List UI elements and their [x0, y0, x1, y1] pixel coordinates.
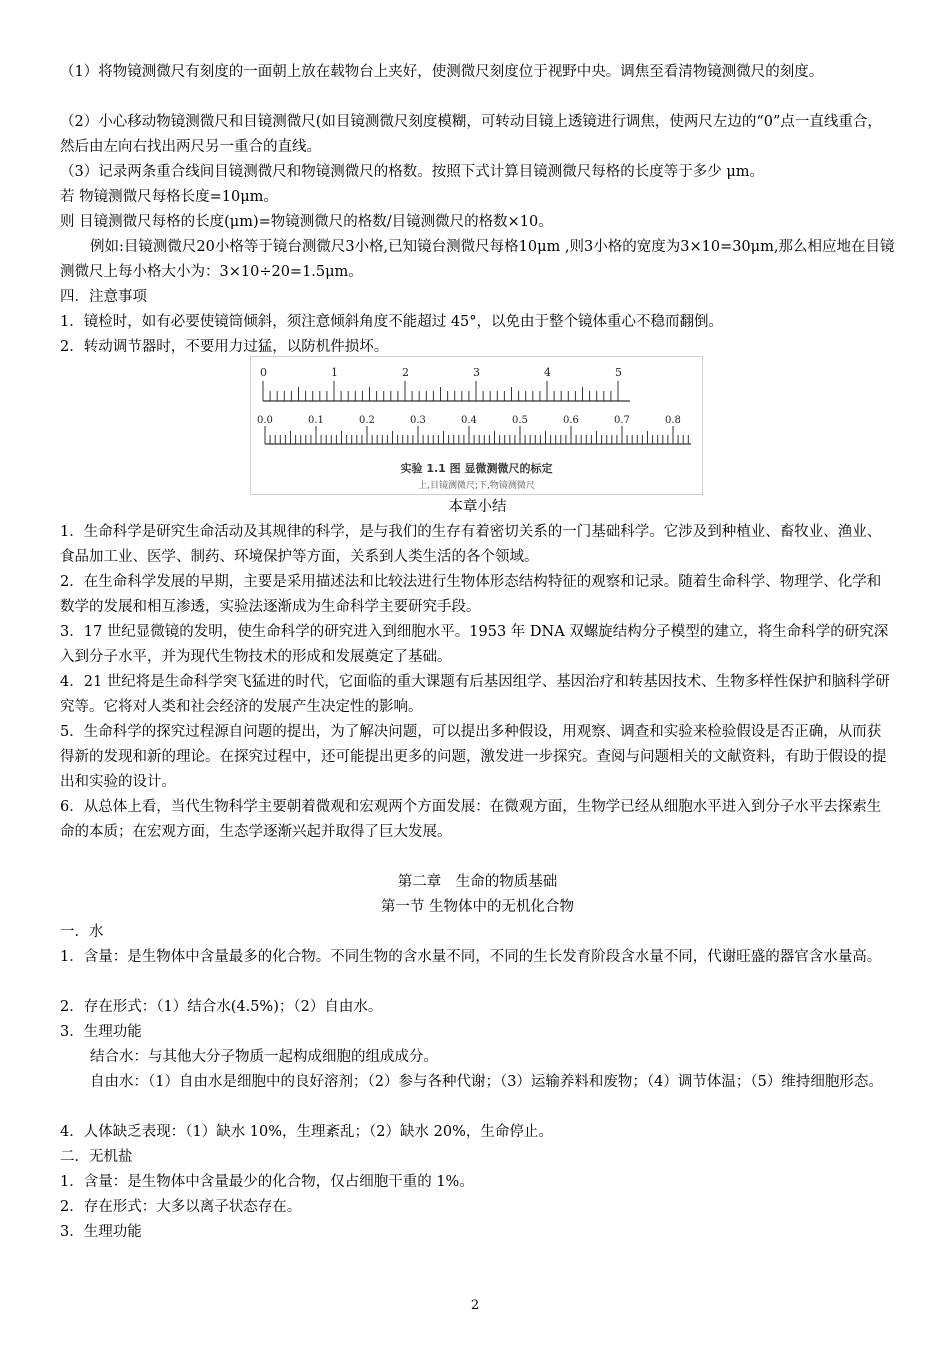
- micrometer-figure: [250, 356, 703, 495]
- bottom-scale-label: 0.8: [665, 415, 681, 426]
- chapter-title: 第二章 生命的物质基础: [397, 874, 558, 890]
- section-title: 第一节 生物体中的无机化合物: [380, 899, 575, 915]
- water-functions-heading: 3．生理功能: [60, 1024, 142, 1040]
- water-forms: 2．存在形式：（1）结合水(4.5%)；（2）自由水。: [60, 999, 383, 1015]
- water-deficiency: 4．人体缺乏表现：（1）缺水 10%，生理紊乱；（2）缺水 20%，生命停止。: [60, 1124, 553, 1140]
- bottom-scale-label: 0.3: [410, 415, 426, 426]
- salt-functions-heading: 3．生理功能: [60, 1224, 142, 1240]
- summary-item-1: 1．生命科学是研究生命活动及其规律的科学，是与我们的生存有着密切关系的一门基础科学。它涉及到种植业、畜牧业、渔业、食品加工业、医学、制药、环境保护等方面，关系到人类生活的各个领域。: [60, 524, 882, 565]
- top-scale-label: 1: [331, 366, 338, 379]
- top-scale-label: 0: [260, 366, 267, 379]
- salt-heading: 二．无机盐: [60, 1149, 133, 1165]
- given-paragraph: 若 物镜测微尺每格长度=10μm。: [60, 189, 278, 205]
- summary-item-2: 2．在生命科学发展的早期，主要是采用描述法和比较法进行生物体形态结构特征的观察和记录。随着生命科学、物理学、化学和数学的发展和相互渗透，实验法逐渐成为生命科学主要研究手段。: [60, 574, 882, 615]
- formula-paragraph: 则 目镜测微尺每格的长度(μm)=物镜测微尺的格数/目镜测微尺的格数×10。: [60, 214, 553, 230]
- summary-item-3: 3．17 世纪显微镜的发明，使生命科学的研究进入到细胞水平。1953 年 DNA 双螺旋结构分子模型的建立，将生命科学的研究深入到分子水平，并为现代生物技术的形成和发展奠定了基础。: [60, 624, 889, 665]
- bottom-scale-label: 0.6: [563, 415, 579, 426]
- top-scale-label: 3: [473, 366, 480, 379]
- bottom-scale-label: 0.1: [308, 415, 324, 426]
- note-1: 1．镜检时，如有必要使镜筒倾斜，须注意倾斜角度不能超过 45°，以免由于整个镜体重心不稳而翻倒。: [60, 314, 724, 330]
- summary-item-6: 6．从总体上看，当代生物科学主要朝着微观和宏观两个方面发展：在微观方面，生物学已经从细胞水平进入到分子水平去探索生命的本质；在宏观方面，生态学逐渐兴起并取得了巨大发展。: [60, 799, 882, 840]
- water-heading: 一．水: [60, 924, 104, 940]
- figure-caption: 实验 1.1 图 显微测微尺的标定: [400, 462, 553, 475]
- bound-water: 结合水：与其他大分子物质一起构成细胞的组成成分。: [90, 1049, 438, 1065]
- bottom-scale-label: 0.0: [257, 415, 273, 426]
- bottom-scale-label: 0.2: [359, 415, 375, 426]
- page-number: 2: [470, 1298, 480, 1313]
- free-water: 自由水：（1）自由水是细胞中的良好溶剂；（2）参与各种代谢；（3）运输养料和废物；（4）调节体温；（5）维持细胞形态。: [90, 1074, 883, 1090]
- salt-forms: 2．存在形式：大多以离子状态存在。: [60, 1199, 302, 1215]
- water-content: 1．含量：是生物体中含量最多的化合物。不同生物的含水量不同，不同的生长发育阶段含水量不同，代谢旺盛的器官含水量高。: [60, 949, 882, 965]
- bottom-scale-label: 0.7: [614, 415, 630, 426]
- summary-item-5: 5．生命科学的探究过程源自问题的提出，为了解决问题，可以提出多种假设，用观察、调查和实验来检验假设是否正确，从而获得新的发现和新的理论。在探究过程中，还可能提出更多的问题，激发进一步探究。查阅与问题相关的文献资料，有助于假设的提出和实验的设计。: [60, 724, 887, 790]
- step-3-paragraph: （3）记录两条重合线间目镜测微尺和物镜测微尺的格数。按照下式计算目镜测微尺每格的长度等于多少 μm。: [60, 164, 765, 180]
- salt-content: 1．含量：是生物体中含量最少的化合物，仅占细胞干重的 1%。: [60, 1174, 474, 1190]
- step-1-paragraph: （1）将物镜测微尺有刻度的一面朝上放在载物台上夹好，使测微尺刻度位于视野中央。调焦至看清物镜测微尺的刻度。: [60, 64, 824, 80]
- step-2-paragraph: （2）小心移动物镜测微尺和目镜测微尺(如目镜测微尺刻度模糊，可转动目镜上透镜进行调焦，使两尺左边的“0”点一直线重合，然后由左向右找出两尺另一重合的直线。: [60, 114, 882, 155]
- top-scale-label: 2: [402, 366, 409, 379]
- top-scale-label: 5: [615, 366, 622, 379]
- micrometer-scales: [251, 357, 702, 457]
- figure-subcaption: 上,目镜测微尺;下,物镜测微尺: [418, 481, 535, 491]
- top-scale-label: 4: [544, 366, 551, 379]
- example-paragraph: 例如:目镜测微尺20小格等于镜台测微尺3小格,已知镜台测微尺每格10μm ,则3小格的宽度为3×10=30μm,那么相应地在目镜测微尺上每小格大小为：3×10÷20=1.5μm。: [60, 239, 895, 280]
- note-2: 2．转动调节器时，不要用力过猛，以防机件损坏。: [60, 339, 389, 355]
- notes-heading: 四．注意事项: [60, 289, 147, 305]
- summary-title: 本章小结: [448, 499, 507, 515]
- bottom-scale-label: 0.4: [461, 415, 477, 426]
- bottom-scale-label: 0.5: [512, 415, 528, 426]
- summary-item-4: 4．21 世纪将是生命科学突飞猛进的时代，它面临的重大课题有后基因组学、基因治疗和转基因技术、生物多样性保护和脑科学研究等。它将对人类和社会经济的发展产生决定性的影响。: [60, 674, 890, 715]
